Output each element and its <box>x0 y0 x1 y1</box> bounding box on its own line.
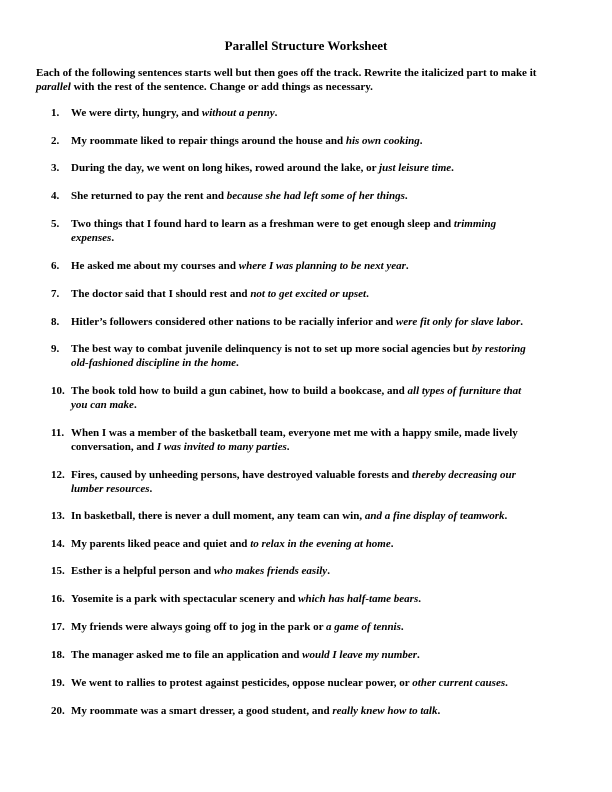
question-number: 12. <box>51 469 65 481</box>
question-italic-part: just leisure time <box>379 162 452 174</box>
question-punctuation: . <box>149 482 153 495</box>
question-plain-text: Esther is a helpful person and <box>71 565 214 577</box>
question-plain-text: The best way to combat juvenile delinquency is not to set up more social agencies but <box>71 343 472 355</box>
question-line <box>71 162 581 176</box>
question-plain-text: My friends were always going off to jog in the park or <box>71 621 327 633</box>
question-plain-text: The doctor said that I should rest and <box>71 288 251 300</box>
question-text <box>71 538 581 552</box>
question-text <box>71 316 581 330</box>
question-number: 15. <box>51 565 65 577</box>
question-text <box>71 385 581 412</box>
question-plain-text: My roommate was a smart dresser, a good student, and <box>71 705 333 717</box>
question-punctuation: . <box>451 162 454 174</box>
question-line <box>71 427 581 441</box>
question-plain-text: Two things that I found hard to learn as a freshman were to get enough sleep and <box>71 218 454 230</box>
question-plain-text: He asked me about my courses and <box>71 260 239 272</box>
question-number: 20. <box>51 705 65 717</box>
question-line <box>71 469 581 483</box>
question-line <box>71 677 581 691</box>
question-number: 11. <box>51 427 65 439</box>
question-number: 16. <box>51 593 65 605</box>
question-plain-text: During the day, we went on long hikes, rowed around the lake, or <box>71 162 380 174</box>
question-italic-part: a game of tennis <box>326 621 401 633</box>
question-italic-part: to relax in the evening at home <box>250 538 391 550</box>
question-text <box>71 218 581 245</box>
question-text <box>71 565 581 579</box>
question-line <box>71 288 581 302</box>
question-text <box>71 343 581 370</box>
question-text <box>71 621 581 635</box>
question-plain-text: Yosemite is a park with spectacular scenery and <box>71 593 299 605</box>
question-plain-text: My parents liked peace and quiet and <box>71 538 251 550</box>
question-punctuation: . <box>274 107 278 119</box>
question-punctuation: . <box>366 288 369 300</box>
question-text <box>71 107 581 121</box>
question-text <box>71 427 581 454</box>
question-number: 9. <box>51 343 60 355</box>
question-italic-part: really knew how to talk <box>332 705 438 717</box>
question-number: 18. <box>51 649 65 661</box>
question-text <box>71 190 581 204</box>
question-italic-part: lumber resources <box>71 482 150 495</box>
question-punctuation: . <box>417 649 420 661</box>
question-line <box>71 565 581 579</box>
question-number: 2. <box>51 135 60 147</box>
question-punctuation: . <box>404 190 408 202</box>
question-punctuation: . <box>505 677 508 689</box>
question-plain-text: Fires, caused by unheeding persons, have destroyed valuable forests and <box>71 469 413 481</box>
question-punctuation: . <box>400 621 404 633</box>
question-text <box>71 469 581 496</box>
question-punctuation: . <box>419 135 423 147</box>
question-number: 7. <box>51 288 60 300</box>
question-punctuation: . <box>504 510 508 522</box>
question-italic-part: by restoring <box>471 343 526 355</box>
instructions <box>36 67 582 94</box>
question-text <box>71 677 581 691</box>
question-italic-part: where I was planning to be next year <box>238 260 406 272</box>
question-punctuation: . <box>405 260 409 272</box>
question-text <box>71 510 581 524</box>
question-line <box>71 357 581 371</box>
question-number: 4. <box>51 190 60 202</box>
question-italic-part: expenses <box>71 231 112 244</box>
question-line <box>71 260 581 274</box>
instructions-line-2-rest: with the rest of the sentence. Change or add things as necessary. <box>70 80 373 93</box>
question-text <box>71 649 581 663</box>
question-number: 10. <box>51 385 65 397</box>
question-line <box>71 621 581 635</box>
question-plain-text: My roommate liked to repair things around the house and <box>71 135 346 147</box>
question-line <box>71 316 581 330</box>
question-number: 5. <box>51 218 60 230</box>
question-text <box>71 288 581 302</box>
question-line <box>71 135 581 149</box>
question-italic-part: and a fine display of teamwork <box>364 510 505 522</box>
question-punctuation: . <box>133 398 137 411</box>
question-number: 13. <box>51 510 65 522</box>
question-number: 19. <box>51 677 65 689</box>
question-italic-part: because she had left some of her things <box>226 190 405 202</box>
question-text <box>71 135 581 149</box>
question-italic-part: without a penny <box>201 107 275 119</box>
question-plain-text: conversation, and <box>71 440 157 453</box>
question-italic-part: who makes friends easily <box>213 565 328 577</box>
question-plain-text: She returned to pay the rent and <box>71 190 227 202</box>
question-text <box>71 593 581 607</box>
question-plain-text: We were dirty, hungry, and <box>71 107 202 119</box>
question-line <box>71 343 581 357</box>
question-italic-part: trimming <box>453 218 497 230</box>
question-line <box>71 399 581 413</box>
question-italic-part: I was invited to many parties <box>156 440 287 453</box>
instructions-italic-word: parallel <box>36 80 71 93</box>
question-line <box>71 107 581 121</box>
question-punctuation: . <box>111 231 115 244</box>
question-line <box>71 649 581 663</box>
question-text <box>71 162 581 176</box>
question-punctuation: . <box>437 705 441 717</box>
question-text <box>71 705 581 719</box>
question-punctuation: . <box>286 440 290 453</box>
instructions-line-1: Each of the following sentences starts well but then goes off the track. Rewrite the italicized part to make it <box>36 67 537 79</box>
question-italic-part: old-fashioned discipline in the home <box>71 356 237 369</box>
question-italic-part: thereby decreasing our <box>412 469 516 481</box>
question-italic-part: would I leave my number <box>302 649 418 661</box>
question-italic-part: were fit only for slave labor <box>395 316 521 328</box>
question-number: 1. <box>51 107 60 119</box>
question-number: 14. <box>51 538 65 550</box>
question-line <box>71 593 581 607</box>
question-line <box>71 705 581 719</box>
question-number: 6. <box>51 260 60 272</box>
question-punctuation: . <box>236 356 239 369</box>
question-plain-text: In basketball, there is never a dull moment, any team can win, <box>71 510 365 522</box>
question-punctuation: . <box>418 593 421 605</box>
question-plain-text: The book told how to build a gun cabinet, how to build a bookcase, and <box>71 385 408 397</box>
instructions-line-2 <box>36 81 582 95</box>
question-line <box>71 483 581 497</box>
question-italic-part: which has half-tame bears <box>298 593 419 605</box>
question-italic-part: his own cooking <box>345 135 420 147</box>
question-text <box>71 260 581 274</box>
question-plain-text: We went to rallies to protest against pesticides, oppose nuclear power, or <box>71 677 413 689</box>
question-italic-part: all types of furniture that <box>407 385 522 397</box>
question-punctuation: . <box>327 565 330 577</box>
question-line <box>71 232 581 246</box>
question-number: 17. <box>51 621 65 633</box>
question-italic-part: not to get excited or upset <box>250 288 367 300</box>
question-line <box>71 538 581 552</box>
question-italic-part: you can make <box>71 398 134 411</box>
question-plain-text: When I was a member of the basketball team, everyone met me with a happy smile, made lively <box>71 427 518 439</box>
question-line <box>71 218 581 232</box>
question-number: 8. <box>51 316 60 328</box>
question-line <box>71 441 581 455</box>
question-number: 3. <box>51 162 60 174</box>
question-plain-text: The manager asked me to file an application and <box>71 649 303 661</box>
page-title: Parallel Structure Worksheet <box>224 38 388 53</box>
question-line <box>71 385 581 399</box>
question-punctuation: . <box>520 316 523 328</box>
question-line <box>71 510 581 524</box>
question-line <box>71 190 581 204</box>
question-plain-text: Hitler’s followers considered other nations to be racially inferior and <box>71 316 396 328</box>
question-punctuation: . <box>390 538 394 550</box>
question-italic-part: other current causes <box>412 677 506 689</box>
